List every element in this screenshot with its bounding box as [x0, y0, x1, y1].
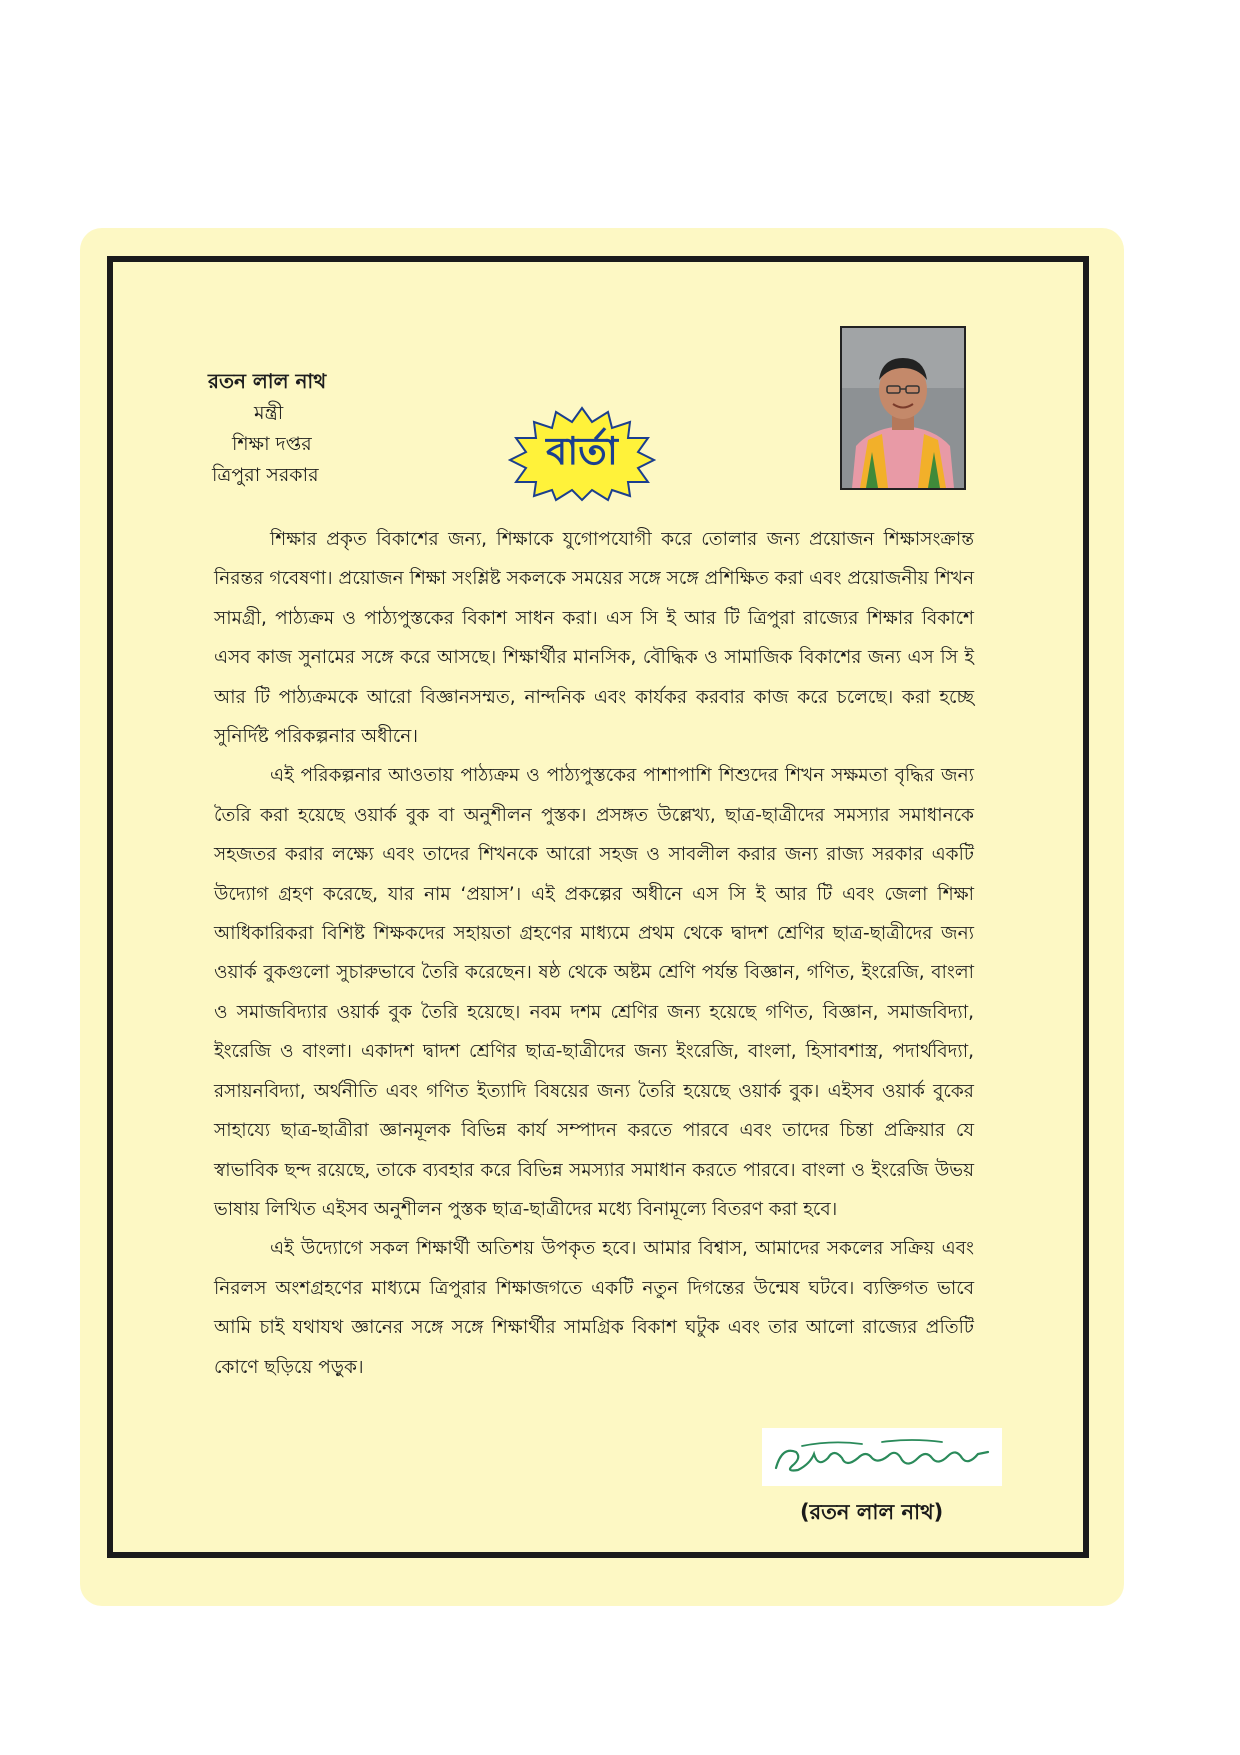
author-name: রতন লাল নাথ: [208, 369, 327, 393]
message-body: [214, 520, 974, 1387]
author-block: [208, 366, 326, 491]
minister-portrait: [840, 326, 966, 490]
signatory-name: (রতন লাল নাথ): [800, 1500, 944, 1524]
paragraph-2: এই পরিকল্পনার আওতায় পাঠ্যক্রম ও পাঠ্যপুস্তকের পাশাপাশি শিশুদের শিখন সক্ষমতা বৃদ্ধির জন্য তৈরি করা হয়েছে ওয়ার্ক বুক বা অনুশীলন পুস্তক। প্রসঙ্গত উল্লেখ্য, ছাত্র-ছাত্রীদের সমস্যার সমাধানকে সহজতর করার লক্ষ্যে এবং তাদের শিখনকে আরো সহজ ও সাবলীল করার জন্য রাজ্য সরকার একটি উদ্যোগ গ্রহণ করেছে, যার নাম ‘প্রয়াস’। এই প্রকল্পের অধীনে এস সি ই আর টি এবং জেলা শিক্ষা আধিকারিকরা বিশিষ্ট শিক্ষকদের সহায়তা গ্রহণের মাধ্যমে প্রথম থেকে দ্বাদশ শ্রেণির ছাত্র-ছাত্রীদের জন্য ওয়ার্ক বুকগুলো সুচারুভাবে তৈরি করেছেন। ষষ্ঠ থেকে অষ্টম শ্রেণি পর্যন্ত বিজ্ঞান, গণিত, ইংরেজি, বাংলা ও সমাজবিদ্যার ওয়ার্ক বুক তৈরি হয়েছে। নবম দশম শ্রেণির জন্য হয়েছে গণিত, বিজ্ঞান, সমাজবিদ্যা, ইংরেজি ও বাংলা। একাদশ দ্বাদশ শ্রেণির ছাত্র-ছাত্রীদের জন্য ইংরেজি, বাংলা, হিসাবশাস্ত্র, পদার্থবিদ্যা, রসায়নবিদ্যা, অর্থনীতি এবং গণিত ইত্যাদি বিষয়ের জন্য তৈরি হয়েছে ওয়ার্ক বুক। এইসব ওয়ার্ক বুকের সাহায্যে ছাত্র-ছাত্রীরা জ্ঞানমূলক বিভিন্ন কার্য সম্পাদন করতে পারবে এবং তাদের চিন্তা প্রক্রিয়ার যে স্বাভাবিক ছন্দ রয়েছে, তাকে ব্যবহার করে বিভিন্ন সমস্যার সমাধান করতে পারবে। বাংলা ও ইংরেজি উভয় ভাষায় লিখিত এইসব অনুশীলন পুস্তক ছাত্র-ছাত্রীদের মধ্যে বিনামূল্যে বিতরণ করা হবে।: [214, 765, 974, 1220]
paragraph-1: শিক্ষার প্রকৃত বিকাশের জন্য, শিক্ষাকে যুগোপযোগী করে তোলার জন্য প্রয়োজন শিক্ষাসংক্রান্ত নিরন্তর গবেষণা। প্রয়োজন শিক্ষা সংশ্লিষ্ট সকলকে সময়ের সঙ্গে সঙ্গে প্রশিক্ষিত করা এবং প্রয়োজনীয় শিখন সামগ্রী, পাঠ্যক্রম ও পাঠ্যপুস্তকের বিকাশ সাধন করা। এস সি ই আর টি ত্রিপুরা রাজ্যের শিক্ষার বিকাশে এসব কাজ সুনামের সঙ্গে করে আসছে। শিক্ষার্থীর মানসিক, বৌদ্ধিক ও সামাজিক বিকাশের জন্য এস সি ই আর টি পাঠ্যক্রমকে আরো বিজ্ঞানসম্মত, নান্দনিক এবং কার্যকর করবার কাজ করে চলেছে। করা হচ্ছে সুনির্দিষ্ট পরিকল্পনার অধীনে।: [214, 529, 974, 748]
message-badge: [508, 406, 656, 502]
badge-title: বার্তা: [546, 428, 618, 473]
paragraph-3: এই উদ্যোগে সকল শিক্ষার্থী অতিশয় উপকৃত হবে। আমার বিশ্বাস, আমাদের সকলের সক্রিয় এবং নিরলস অংশগ্রহণের মাধ্যমে ত্রিপুরার শিক্ষাজগতে একটি নতুন দিগন্তের উন্মেষ ঘটবে। ব্যক্তিগত ভাবে আমি চাই যথাযথ জ্ঞানের সঙ্গে সঙ্গে শিক্ষার্থীর সামগ্রিক বিকাশ ঘটুক এবং তার আলো রাজ্যের প্রতিটি কোণে ছড়িয়ে পড়ুক।: [214, 1238, 974, 1378]
author-title: মন্ত্রী: [254, 402, 284, 424]
handwritten-signature: [762, 1428, 1002, 1486]
author-department: শিক্ষা দপ্তর: [232, 433, 312, 455]
author-government: ত্রিপুরা সরকার: [212, 464, 319, 486]
